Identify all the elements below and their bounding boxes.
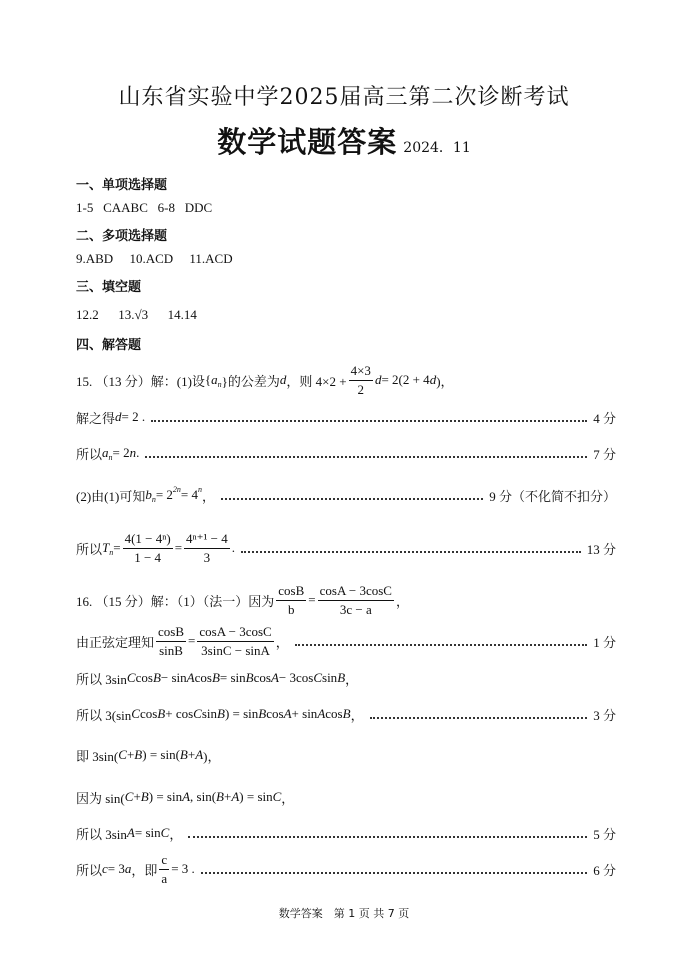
solution-line (76, 666, 616, 690)
text: (2)由(1)可知 (76, 488, 146, 504)
text: 所以 3(sin (76, 707, 132, 723)
math-variable: C (131, 706, 140, 721)
math-variable: A (270, 670, 279, 685)
text: = 3 (107, 861, 125, 876)
superscript: 2n (172, 484, 181, 494)
answer-title (0, 120, 688, 161)
math-variable: a (124, 861, 132, 876)
math-variable: C (313, 670, 323, 685)
math-variable: B (217, 706, 225, 721)
line-content (76, 531, 235, 566)
math-variable: b (145, 487, 152, 502)
fraction (159, 852, 169, 887)
score-label: 13 分 (586, 541, 616, 557)
numerator: cosB (156, 624, 186, 642)
math-variable: a (102, 445, 109, 460)
math-variable: A (186, 670, 195, 685)
line-content (76, 583, 409, 618)
text: ， (350, 707, 364, 723)
text: sin (322, 670, 338, 685)
text: cos (266, 706, 284, 721)
text: 即 3sin( (76, 748, 119, 764)
math-variable: A (317, 706, 326, 721)
numerator: 4ⁿ⁺¹ − 4 (184, 531, 230, 549)
text: = sin (219, 670, 246, 685)
solution-line (76, 743, 616, 767)
math-variable: B (245, 670, 254, 685)
text: sin (201, 706, 217, 721)
line-content (76, 746, 221, 765)
text: 15. （13 分）解：(1)设 (76, 373, 205, 389)
text: ) = sin (224, 706, 259, 721)
text: 所以 3sin (76, 826, 127, 842)
superscript: n (198, 484, 203, 494)
score-label: 6 分 (593, 862, 616, 878)
math-variable: A (126, 825, 135, 840)
text: ) = sin (148, 789, 183, 804)
line-content (76, 624, 289, 659)
text: cos (135, 670, 153, 685)
math-variable: B (342, 706, 351, 721)
solution-line (76, 851, 616, 886)
text: ) = sin (239, 789, 273, 804)
section-heading: 三、填空题 (76, 280, 142, 295)
math-variable: d (279, 372, 287, 387)
numerator: c (159, 852, 169, 870)
text: ， (169, 826, 183, 842)
text: ， (345, 671, 359, 687)
text: 因为 sin( (76, 790, 125, 806)
solution-line (76, 582, 616, 617)
exam-title: 山东省实验中学2025届高三第二次诊断考试 (118, 85, 570, 110)
solution-line (76, 483, 616, 507)
score-label: 4 分 (593, 410, 616, 426)
math-variable: C (118, 747, 127, 762)
denominator: a (161, 870, 168, 886)
page-footer: 数学答案 第 1 页 共 7 页 (278, 907, 410, 920)
dot-leader (188, 836, 587, 838)
numerator: cosA − 3cosC (318, 583, 394, 601)
line-content (76, 705, 364, 724)
math-variable: T (102, 540, 110, 555)
text: 所以 (76, 541, 103, 557)
text: { (204, 372, 212, 387)
text: ，即 (131, 862, 158, 878)
section-heading: 一、单项选择题 (76, 178, 168, 193)
solution-line (76, 405, 616, 429)
text: = 2 . (121, 409, 146, 424)
solution-line (76, 785, 616, 809)
fraction (156, 624, 186, 659)
text: 16. （15 分）解：（1）（法一）因为 (76, 593, 275, 609)
subscript: n (109, 547, 114, 557)
math-variable: C (272, 789, 282, 804)
numerator: cosA − 3cosC (197, 624, 273, 642)
line-content (76, 788, 294, 807)
math-variable: B (337, 670, 346, 685)
math-variable: B (134, 747, 143, 762)
line-content (76, 408, 145, 427)
denominator: sinB (159, 642, 183, 658)
math-variable: d (115, 409, 122, 424)
text: cos (194, 670, 212, 685)
math-variable: C (126, 670, 136, 685)
math-variable: A (182, 789, 191, 804)
fraction (197, 624, 273, 659)
dot-leader (241, 551, 581, 553)
denominator: b (288, 601, 295, 617)
text: cos (253, 670, 271, 685)
math-variable: n (129, 445, 137, 460)
text: 所以 3sin (76, 671, 127, 687)
fraction (276, 583, 306, 618)
math-variable: d (429, 372, 437, 387)
text: )， (436, 373, 454, 389)
numerator: cosB (276, 583, 306, 601)
text: = 3 . (171, 861, 195, 876)
section-heading: 四、解答题 (76, 338, 142, 353)
text: . (231, 540, 235, 555)
text: = (188, 633, 196, 648)
score-label: 5 分 (593, 826, 616, 842)
subscript: n (217, 379, 222, 389)
text: + (126, 747, 135, 762)
line-content (76, 824, 182, 843)
text: . (136, 445, 140, 460)
text: ， (275, 634, 289, 650)
dot-leader (201, 872, 587, 874)
text: − sin (160, 670, 187, 685)
text: cos (325, 706, 343, 721)
text: + (223, 789, 232, 804)
section-heading: 二、多项选择题 (76, 229, 168, 244)
section-answers: 1-5 CAABC 6-8 DDC (76, 200, 213, 215)
line-content (76, 669, 358, 688)
denominator: 3 (203, 549, 211, 565)
solution-line (76, 530, 616, 565)
math-variable: B (140, 789, 149, 804)
score-label: 3 分 (593, 707, 616, 723)
text: 所以 (76, 862, 103, 878)
text: ， (202, 488, 216, 504)
text: + (133, 789, 141, 804)
text: }的公差为 (221, 373, 280, 389)
denominator: 3c − a (339, 601, 372, 617)
score-label: 1 分 (593, 634, 616, 650)
score-label: 7 分 (593, 446, 616, 462)
text: ，则 4×2 + (286, 373, 347, 389)
solution-line (76, 623, 616, 658)
dot-leader (151, 420, 587, 422)
text: + (187, 747, 196, 762)
math-variable: B (157, 706, 166, 721)
dot-leader (295, 644, 588, 646)
fraction (123, 531, 173, 566)
text: − 3cos (278, 670, 314, 685)
math-variable: d (374, 372, 382, 387)
text: = 2 (112, 445, 130, 460)
numerator: 4×3 (349, 363, 373, 381)
text: , sin( (190, 789, 217, 804)
subscript: n (108, 452, 113, 462)
solution-line (76, 702, 616, 726)
text: = 4 (180, 487, 199, 502)
subscript: n (151, 494, 156, 504)
text: ， (281, 790, 295, 806)
text: = 2(2 + 4 (381, 372, 430, 387)
fraction (349, 363, 373, 398)
math-variable: c (102, 861, 108, 876)
denominator: 2 (357, 381, 365, 397)
text: cos (139, 706, 158, 721)
score-label: 9 分（不化简不扣分） (489, 488, 616, 504)
math-variable: a (211, 372, 218, 387)
math-variable: A (283, 706, 292, 721)
text: 由正弦定理知 (76, 634, 155, 650)
math-variable: B (152, 670, 161, 685)
text: 解之得 (76, 410, 116, 426)
text: )， (203, 748, 221, 764)
text: = (308, 592, 316, 607)
line-content (76, 363, 454, 398)
section-answers: 9.ABD 10.ACD 11.ACD (76, 251, 233, 266)
text: ) = sin( (142, 747, 180, 762)
text: + sin (291, 706, 318, 721)
text: = sin (134, 825, 161, 840)
text: 所以 (76, 446, 103, 462)
math-variable: B (211, 670, 220, 685)
text: = 2 (155, 487, 173, 502)
math-variable: B (179, 747, 188, 762)
dot-leader (221, 498, 483, 500)
text: ， (395, 593, 409, 609)
solution-line (76, 362, 616, 397)
math-variable: C (193, 706, 202, 721)
line-content (76, 852, 195, 887)
dot-leader (145, 456, 587, 458)
math-variable: B (216, 789, 224, 804)
text: = (113, 540, 121, 555)
numerator: 4(1 − 4ⁿ) (123, 531, 173, 549)
section-answers: 12.2 13.√3 14.14 (76, 307, 197, 322)
math-variable: C (124, 789, 134, 804)
fraction (318, 583, 394, 618)
exam-date: 2024．11 (403, 140, 471, 156)
line-content (76, 486, 215, 505)
denominator: 1 − 4 (134, 549, 162, 565)
text: + cos (165, 706, 194, 721)
line-content (76, 444, 139, 463)
solution-line (76, 441, 616, 465)
subject-title: 数学试题答案 (217, 125, 398, 159)
math-variable: A (231, 789, 240, 804)
math-variable: B (258, 706, 267, 721)
denominator: 3sinC − sinA (201, 642, 270, 658)
solution-line (76, 821, 616, 845)
dot-leader (370, 717, 588, 719)
text: = (174, 540, 183, 555)
math-variable: C (160, 825, 170, 840)
fraction (184, 531, 230, 566)
math-variable: A (195, 747, 204, 762)
